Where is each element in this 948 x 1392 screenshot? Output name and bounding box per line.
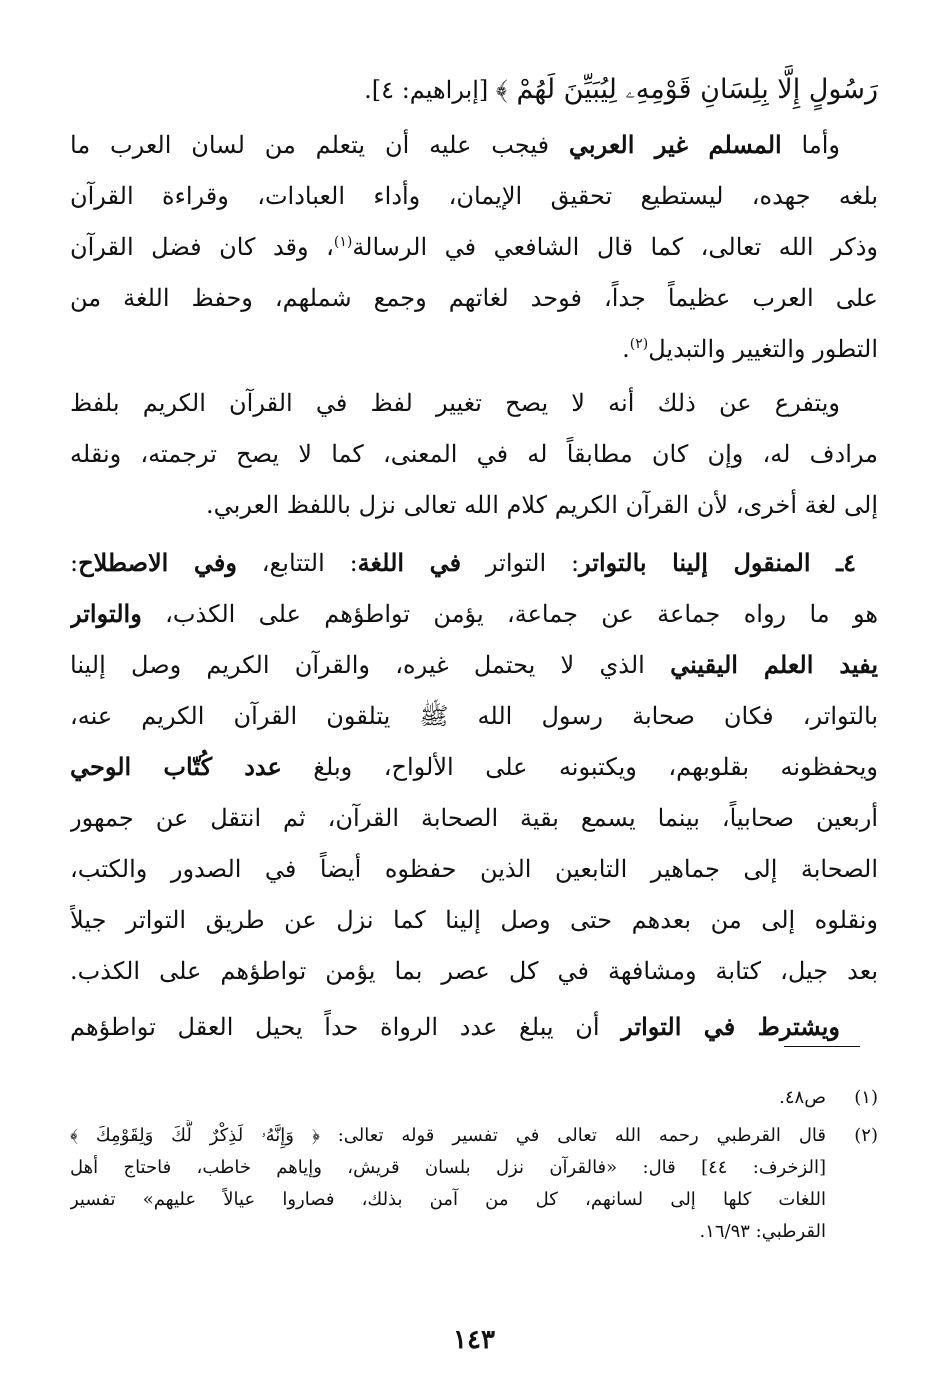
text-segment: ويتفرع عن ذلك أنه لا يصح تغيير لفظ في القرآن الكريم بلفظ [70, 389, 840, 417]
text-segment: على العرب عظيماً جداً، فوحد لغاتهم وجمع شملهم، وحفظ اللغة من [70, 284, 878, 312]
text-segment: ، وقد كان فضل القرآن [70, 233, 334, 261]
text-line [70, 588, 878, 640]
footnote-text: قال القرطبي رحمه الله تعالى في تفسير قوله تعالى: ﴿ وَإِنَّهُۥ لَذِكْرٌ لَّكَ وَلِقَوْمِكَ ﴾ [70, 1125, 826, 1146]
text-line [70, 1001, 840, 1053]
text-segment: أربعين صحابياً، بينما يسمع بقية الصحابة القرآن، ثم انتقل عن جمهور [70, 804, 878, 832]
text-line [70, 170, 878, 222]
text-line [70, 537, 856, 589]
text-line [70, 843, 878, 895]
bold-text: والتواتر [70, 599, 142, 628]
bold-text: ويشترط في التواتر [621, 1012, 840, 1041]
text-line [70, 221, 878, 273]
text-line [70, 792, 878, 844]
footnote-ref: (١) [333, 234, 353, 250]
text-segment: التطور والتغيير والتبديل [648, 335, 878, 363]
footnote-line [70, 1184, 826, 1216]
verse-line [70, 64, 878, 116]
text-segment: إلى لغة أخرى، لأن القرآن الكريم كلام الله تعالى نزل باللفظ العربي. [206, 491, 878, 519]
footnote-text: اللغات كلها إلى لسانهم، كل من آمن بذلك، فصاروا عيالاً عليهم» تفسير [70, 1189, 826, 1210]
footnote-line [70, 1120, 878, 1152]
text-segment: أن يبلغ عدد الرواة حداً يحيل العقل تواطؤهم [70, 1013, 622, 1041]
footnote-line [70, 1216, 826, 1248]
bold-text: ٤ـ المنقول إلينا بالتواتر [579, 548, 856, 577]
text-segment: [إبراهيم: ٤]. [364, 76, 496, 104]
page-number: ١٤٣ [453, 1325, 495, 1355]
bold-text: وفي الاصطلاح [78, 548, 237, 577]
text-segment: وذكر الله تعالى، كما قال الشافعي في الرسالة [352, 233, 878, 261]
text-segment: الذي لا يحتمل غيره، والقرآن الكريم وصل إلينا [70, 651, 671, 679]
text-segment: ويحفظونه بقلوبهم، ويكتبونه على الألواح، وبلغ [281, 753, 878, 781]
text-line [70, 323, 878, 375]
text-segment: فيجب عليه أن يتعلم من لسان العرب ما [70, 131, 569, 159]
text-line [70, 119, 840, 171]
text-segment: بعد جيل، كتابة ومشافهة في كل عصر بما يؤمن تواطؤهم على الكذب. [70, 957, 878, 985]
text-line [70, 894, 878, 946]
quran-verse: رَسُولٍ إِلَّا بِلِسَانِ قَوْمِهِۦ لِيُبَيِّنَ لَهُمْ ﴾ [495, 74, 878, 105]
text-line [70, 945, 878, 997]
text-segment: : [70, 549, 79, 577]
text-segment: : التتابع، [236, 549, 358, 577]
text-line [70, 639, 878, 691]
footnote-number: (١) [854, 1087, 878, 1108]
text-line [70, 741, 878, 793]
text-line [70, 428, 878, 480]
bold-text: عدد كُتّاب الوحي [70, 752, 282, 781]
text-segment: : التواتر [461, 549, 580, 577]
text-segment: مرادف له، وإن كان مطابقاً له في المعنى، كما لا يصح ترجمته، ونقله [70, 440, 878, 468]
text-segment: . [622, 335, 630, 363]
text-segment: وأما [781, 131, 840, 159]
bold-text: المسلم غير العربي [568, 130, 782, 159]
text-segment: هو ما رواه جماعة عن جماعة، يؤمن تواطؤهم على الكذب، [141, 600, 878, 628]
footnote-number: (٢) [854, 1125, 878, 1146]
text-line [70, 272, 878, 324]
footnote-line [70, 1152, 826, 1184]
footnote-text: [الزخرف: ٤٤] قال: «فالقرآن نزل بلسان قريش، وإياهم خاطب، فاحتاج أهل [70, 1157, 826, 1178]
text-line [70, 479, 878, 531]
bold-text: في اللغة [357, 548, 462, 577]
bold-text: يفيد العلم اليقيني [670, 650, 878, 679]
text-segment: بالتواتر، فكان صحابة رسول الله ﷺ يتلقون القرآن الكريم عنه، [70, 702, 878, 730]
footnote-ref: (٢) [629, 336, 649, 352]
text-segment: ونقلوه إلى من بعدهم حتى وصل إلينا كما نزل عن طريق التواتر جيلاً [70, 906, 878, 934]
text-line [70, 690, 878, 742]
footnote-text: ص٤٨. [779, 1087, 826, 1108]
footnote-separator [784, 1046, 860, 1047]
footnote-text: القرطبي: ١٦/٩٣. [699, 1221, 826, 1242]
text-segment: الصحابة إلى جماهير التابعين الذين حفظوه أيضاً في الصدور والكتب، [70, 855, 878, 883]
text-segment: بلغه جهده، ليستطيع تحقيق الإيمان، وأداء العبادات، وقراءة القرآن [70, 182, 878, 210]
text-line [70, 377, 840, 429]
footnote-line [70, 1082, 878, 1114]
